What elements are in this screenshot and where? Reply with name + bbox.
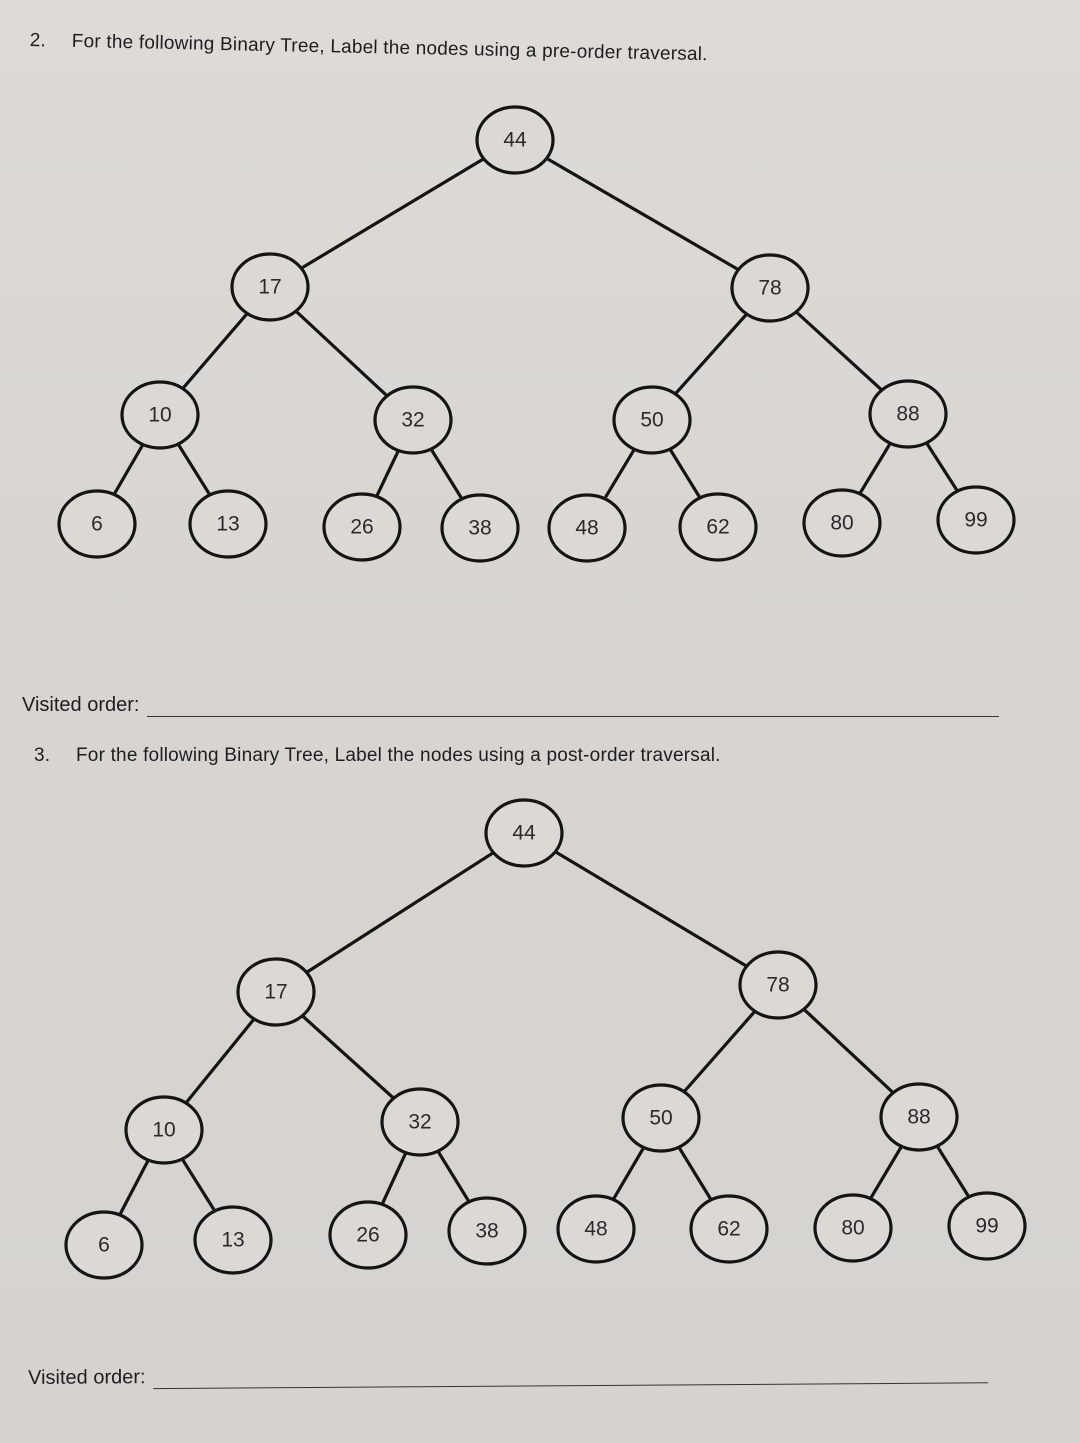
node-label: 10 [148,403,172,427]
node-label: 78 [766,973,790,997]
tree-node-44[interactable] [486,800,562,866]
node-label: 6 [98,1233,110,1257]
tree-node-32[interactable] [382,1089,458,1155]
tree-node-13[interactable] [195,1207,271,1273]
node-label: 44 [503,128,527,152]
tree-node-50[interactable] [623,1085,699,1151]
node-label: 32 [401,408,425,432]
node-label: 62 [706,515,730,539]
node-label: 88 [907,1105,931,1129]
node-label: 62 [717,1217,741,1241]
node-label: 48 [584,1217,608,1241]
tree-node-26[interactable] [330,1202,406,1268]
node-label: 80 [841,1216,865,1240]
tree-node-62[interactable] [691,1196,767,1262]
question-3-text: For the following Binary Tree, Label the nodes using a post-order traversal. [76,745,721,766]
tree-node-10[interactable] [126,1097,202,1163]
node-label: 99 [964,508,988,532]
node-label: 48 [575,516,599,540]
tree-node-99[interactable] [949,1193,1025,1259]
node-label: 17 [258,275,282,299]
node-label: 13 [216,512,240,536]
node-label: 50 [640,408,664,432]
tree-node-78[interactable] [740,952,816,1018]
tree-edge-44-78 [524,833,778,985]
node-label: 26 [350,515,374,539]
visited-order-2-label: Visited order: [22,694,140,716]
node-label: 99 [975,1214,999,1238]
node-label: 38 [475,1219,499,1243]
tree-node-38[interactable] [449,1198,525,1264]
node-label: 26 [356,1223,380,1247]
node-label: 50 [649,1106,673,1130]
tree-node-88[interactable] [881,1084,957,1150]
tree-edge-44-17 [276,833,524,992]
question-3-number: 3. [34,745,51,766]
question-2-number: 2. [29,30,47,52]
visited-order-3-label: Visited order: [28,1366,146,1389]
node-label: 88 [896,402,920,426]
node-label: 44 [512,821,536,845]
node-label: 10 [152,1118,176,1142]
node-label: 6 [91,512,103,536]
node-label: 13 [221,1228,245,1252]
node-label: 38 [468,516,492,540]
node-label: 78 [758,276,782,300]
tree-node-80[interactable] [815,1195,891,1261]
node-label: 80 [830,511,854,535]
node-label: 17 [264,980,288,1004]
tree-node-48[interactable] [558,1196,634,1262]
question-2-text: For the following Binary Tree, Label the nodes using a pre-order traversal. [71,30,708,66]
node-label: 32 [408,1110,432,1134]
tree-node-17[interactable] [238,959,314,1025]
tree-node-6[interactable] [66,1212,142,1278]
